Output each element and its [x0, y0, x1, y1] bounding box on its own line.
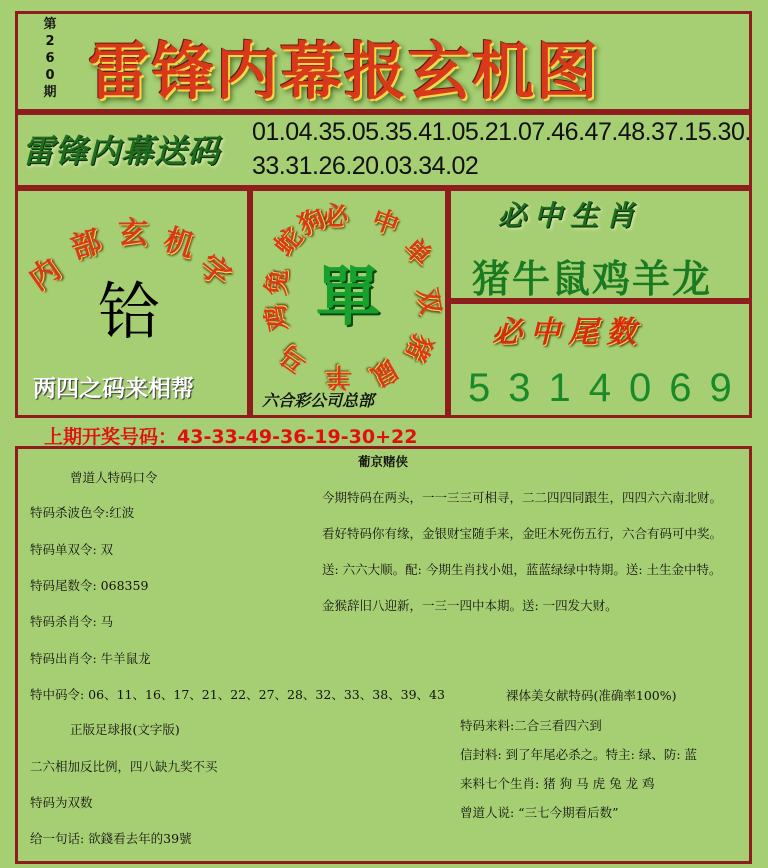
issue-char: 6 [45, 51, 55, 66]
arc-char: 字 [192, 247, 238, 294]
riddle-character: 铪 [98, 275, 161, 348]
left-line: 正版足球报(文字版) [70, 722, 180, 737]
riddle-caption: 两四之码来相帮 [33, 375, 194, 402]
bottom-right-line: 来料七个生肖: 猪 狗 马 虎 兔 龙 鸡 [460, 776, 655, 791]
issue-char: 期 [43, 85, 57, 100]
codes-line-1: 01.04.35.05.35.41.05.21.07.46.47.48.37.15.30. [252, 118, 751, 146]
left-line: 二六相加反比例，四八缺九奖不买 [30, 759, 218, 774]
ring-char: 单 [397, 232, 438, 273]
issue-char: 第 [43, 17, 57, 32]
right-line: 送: 六六大顺。配: 今期生肖找小姐，蓝蓝绿绿中特期。送: 土生金中特。 [322, 562, 722, 577]
tail-digits: 5314069 [468, 366, 750, 410]
issue-char: 2 [45, 34, 55, 49]
bottom-right-line: 裸体美女献特码(准确率100%) [506, 688, 677, 703]
ring-char: 马 [275, 338, 314, 379]
arc-char: 机 [159, 222, 199, 265]
left-line: 特码杀肖令: 马 [30, 614, 114, 629]
bottom-right-line: 信封料: 到了年尾必杀之。特主: 绿、防: 蓝 [460, 747, 698, 762]
codes-label: 雷锋内幕送码 [22, 132, 221, 170]
center-footer: 六合彩公司总部 [262, 391, 375, 410]
right-title: 葡京赌侠 [358, 454, 409, 469]
right-line: 看好特码你有缘，金银财宝随手来，金旺木死伤五行，六合有码可中奖。 [322, 526, 723, 541]
arc-char: 部 [66, 224, 106, 267]
ring-char: 羊 [326, 361, 353, 391]
arc-char: 玄 [118, 216, 148, 251]
issue-number [38, 16, 62, 101]
ring-char: 中 [367, 204, 403, 242]
bottom-right-line: 特码来料:二合三看四六到 [460, 718, 602, 733]
issue-char: 0 [45, 68, 55, 83]
left-line: 给一句话: 欲錢看去年的39號 [30, 831, 192, 846]
last-draw: 上期开奖号码：43-33-49-36-19-30+22 [44, 426, 418, 448]
left-line: 曾道人特码口令 [70, 470, 158, 485]
tail-label: 必中尾数 [492, 315, 644, 350]
left-line: 特中码令: 06、11、16、17、21、22、27、28、32、33、38、39、43 [30, 687, 445, 702]
arc-char: 内 [22, 251, 68, 298]
codes-line-2: 33.31.26.20.03.34.02 [252, 152, 479, 180]
right-line: 今期特码在两头，一一三三可相寻，二二四四同跟生，四四六六南北财。 [322, 490, 723, 505]
ring-char: 兔 [261, 268, 294, 297]
left-line: 特码单双令: 双 [30, 542, 114, 557]
right-line: 金猴辞旧八迎新，一三一四中本期。送: 一四发大财。 [322, 598, 618, 613]
ring-char: 双 [411, 285, 446, 317]
left-line: 特码杀波色令:红波 [30, 505, 135, 520]
left-line: 特码出肖令: 牛羊鼠龙 [30, 651, 151, 666]
left-line: 特码尾数令: 068359 [30, 578, 149, 593]
ring-char: 鸡 [260, 302, 295, 334]
left-line: 特码为双数 [30, 795, 93, 810]
ring-char: 鼠 [365, 352, 404, 392]
bottom-right-line: 曾道人说: “三七今期看后数” [460, 805, 619, 820]
center-big-char: 單 [316, 260, 380, 335]
page-title: 雷锋内幕报玄机图 [88, 35, 601, 108]
zodiac-label: 必中生肖 [498, 199, 643, 232]
zodiac-animals: 猪牛鼠鸡羊龙 [472, 256, 713, 301]
ring-char: 必 [322, 202, 349, 232]
ring-char: 狗 [293, 203, 331, 242]
ring-char: 蛇 [269, 222, 309, 262]
ring-char: 猪 [399, 329, 438, 366]
